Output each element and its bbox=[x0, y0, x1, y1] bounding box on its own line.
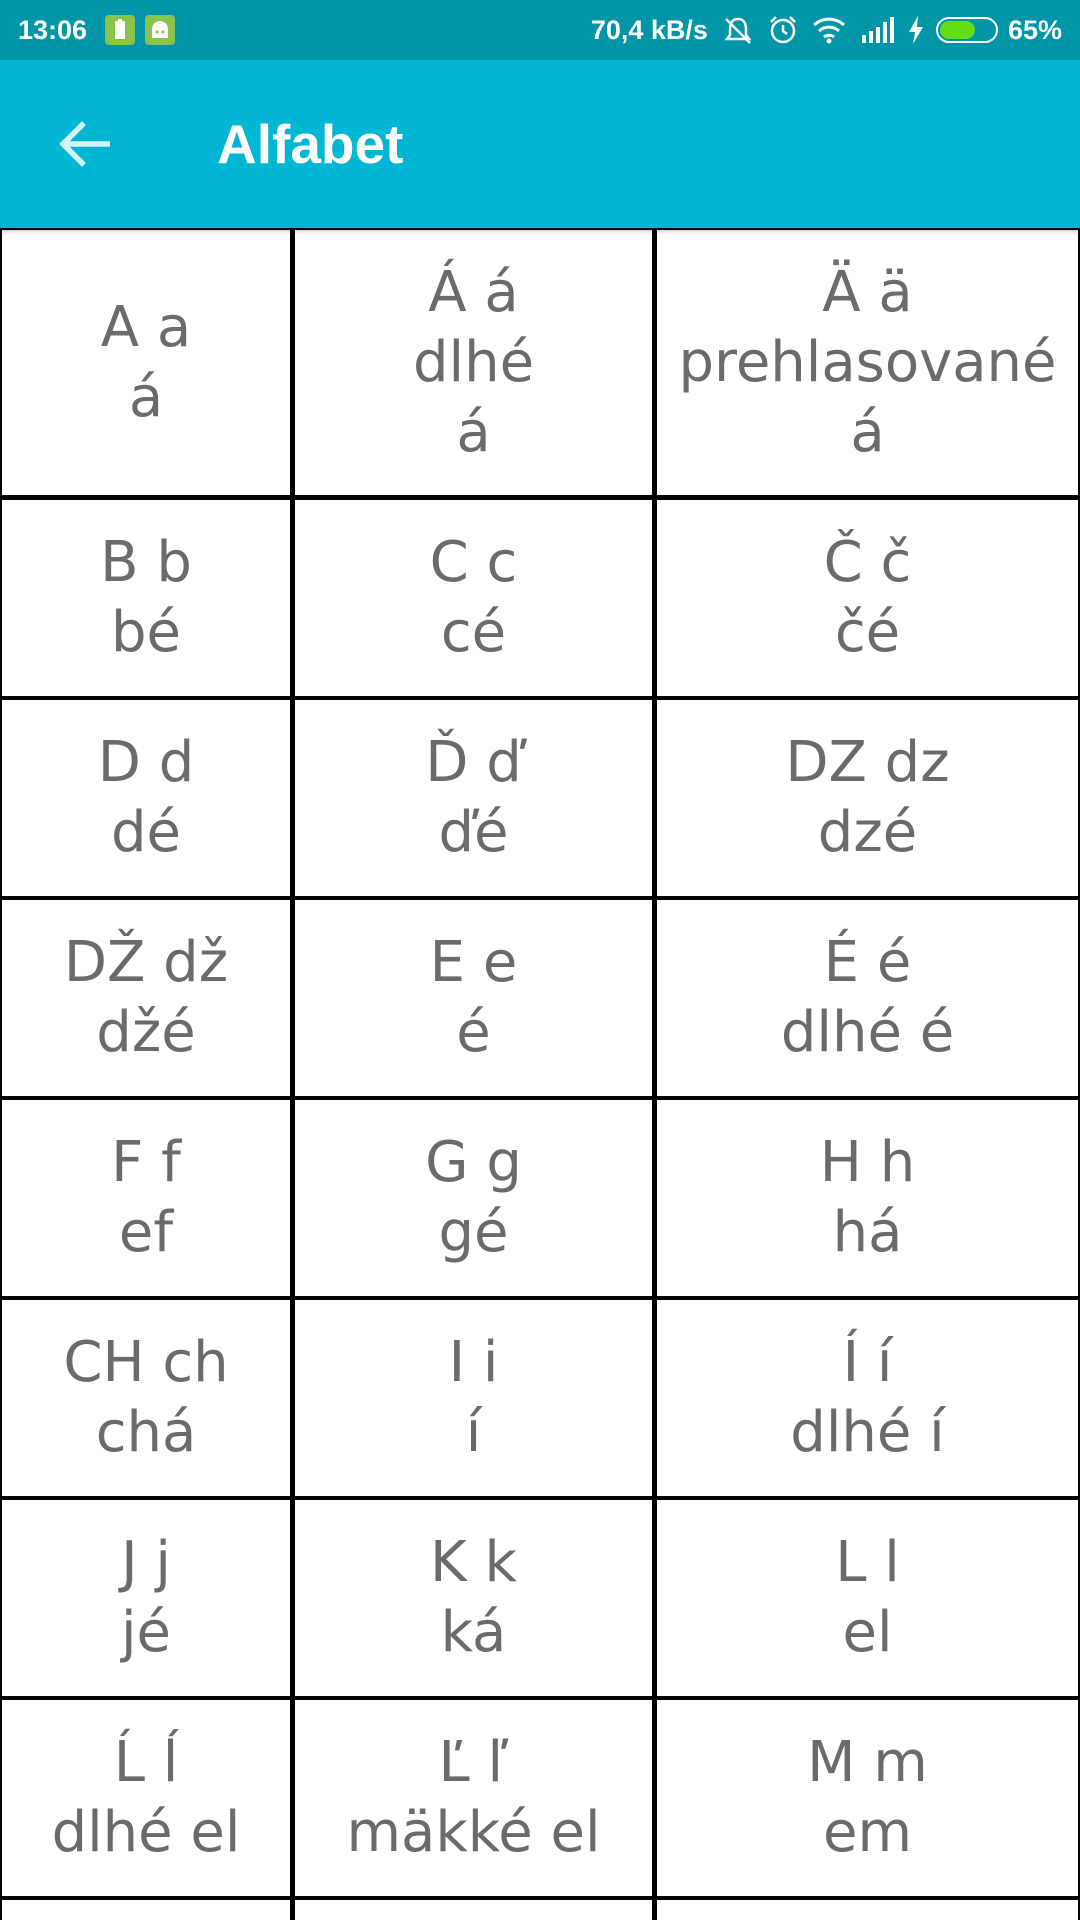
grid-row bbox=[0, 1900, 1080, 1920]
letter-cell[interactable] bbox=[2, 700, 290, 896]
arrow-left-icon bbox=[58, 121, 110, 167]
letter-name: ďé bbox=[438, 800, 509, 865]
letter-name: džé bbox=[96, 1000, 196, 1065]
letter-name: jé bbox=[120, 1600, 171, 1665]
grid-row bbox=[0, 700, 1080, 896]
grid-row bbox=[0, 1300, 1080, 1496]
letter-name: dlhé el bbox=[51, 1800, 241, 1865]
letter-name: em bbox=[822, 1800, 912, 1865]
letter-cell[interactable] bbox=[657, 1300, 1078, 1496]
letter-cell[interactable] bbox=[2, 230, 290, 495]
letter-name: á bbox=[128, 364, 164, 430]
letter-cell[interactable] bbox=[657, 1500, 1078, 1696]
letter-glyphs: Í í bbox=[842, 1330, 893, 1395]
letter-cell[interactable] bbox=[2, 1100, 290, 1296]
page-title: Alfabet bbox=[217, 113, 404, 175]
wifi-icon bbox=[812, 16, 846, 44]
grid-row bbox=[0, 230, 1080, 495]
letter-glyphs: Č č bbox=[823, 530, 912, 595]
back-button[interactable] bbox=[24, 84, 144, 204]
letter-name: í bbox=[465, 1400, 482, 1465]
letter-name: čé bbox=[834, 600, 901, 665]
letter-name: prehlasované bbox=[678, 329, 1057, 395]
letter-glyphs: E e bbox=[429, 930, 518, 995]
letter-glyphs: G g bbox=[425, 1130, 522, 1195]
battery-icon bbox=[936, 17, 998, 43]
letter-cell[interactable] bbox=[295, 700, 652, 896]
letter-name: el bbox=[842, 1600, 893, 1665]
app-bar bbox=[0, 60, 1080, 228]
letter-cell[interactable] bbox=[295, 1700, 652, 1896]
letter-glyphs: K k bbox=[430, 1530, 517, 1595]
charging-icon bbox=[908, 16, 924, 44]
letter-cell[interactable] bbox=[295, 1500, 652, 1696]
letter-glyphs: H h bbox=[819, 1130, 916, 1195]
letter-cell[interactable] bbox=[657, 230, 1078, 495]
letter-cell[interactable] bbox=[295, 500, 652, 696]
grid-row bbox=[0, 1100, 1080, 1296]
letter-name: dlhé í bbox=[790, 1400, 945, 1465]
letter-glyphs: Á á bbox=[428, 259, 519, 325]
letter-name: há bbox=[832, 1200, 903, 1265]
alphabet-grid bbox=[0, 228, 1080, 1920]
letter-name: cé bbox=[440, 600, 507, 665]
letter-glyphs: Ľ ľ bbox=[438, 1730, 509, 1795]
letter-cell[interactable] bbox=[657, 1100, 1078, 1296]
muted-bell-icon bbox=[722, 15, 754, 45]
letter-name: bé bbox=[111, 600, 181, 665]
letter-glyphs: Ď ď bbox=[425, 730, 522, 795]
grid-row bbox=[0, 900, 1080, 1096]
letter-cell[interactable] bbox=[295, 900, 652, 1096]
battery-percent: 65% bbox=[1007, 14, 1062, 45]
letter-cell[interactable] bbox=[2, 1900, 290, 1920]
letter-name: dlhé é bbox=[780, 1000, 955, 1065]
letter-name: dzé bbox=[817, 800, 918, 865]
letter-glyphs: É é bbox=[823, 930, 912, 995]
letter-cell[interactable] bbox=[2, 500, 290, 696]
letter-name: mäkké el bbox=[346, 1800, 601, 1865]
letter-cell[interactable] bbox=[2, 900, 290, 1096]
letter-glyphs: B b bbox=[100, 530, 192, 595]
letter-glyphs: I i bbox=[448, 1330, 499, 1395]
letter-glyphs: M m bbox=[807, 1730, 928, 1795]
android-notification-icon bbox=[145, 15, 175, 45]
letter-cell[interactable] bbox=[657, 500, 1078, 696]
letter-cell[interactable] bbox=[295, 1900, 652, 1920]
letter-cell[interactable] bbox=[2, 1500, 290, 1696]
letter-name: dlhé bbox=[412, 329, 535, 395]
letter-glyphs: DŽ dž bbox=[63, 930, 229, 995]
letter-cell[interactable] bbox=[2, 1300, 290, 1496]
letter-name: é bbox=[456, 1000, 491, 1065]
letter-glyphs: F f bbox=[111, 1130, 181, 1195]
letter-glyphs: J j bbox=[121, 1530, 171, 1595]
letter-glyphs: Ä ä bbox=[822, 259, 913, 325]
letter-cell[interactable] bbox=[657, 700, 1078, 896]
battery-saver-notification-icon bbox=[105, 15, 135, 45]
letter-name: ef bbox=[118, 1200, 174, 1265]
letter-name: á bbox=[850, 399, 885, 465]
letter-cell[interactable] bbox=[295, 1100, 652, 1296]
letter-cell[interactable] bbox=[657, 900, 1078, 1096]
grid-row bbox=[0, 1500, 1080, 1696]
status-time: 13:06 bbox=[18, 14, 88, 45]
status-bar bbox=[0, 0, 1080, 60]
letter-cell[interactable] bbox=[2, 1700, 290, 1896]
letter-cell[interactable] bbox=[295, 230, 652, 495]
letter-cell[interactable] bbox=[657, 1900, 1078, 1920]
letter-name: gé bbox=[438, 1200, 509, 1265]
letter-name: dé bbox=[111, 800, 181, 865]
letter-glyphs: A a bbox=[100, 294, 192, 360]
letter-name: chá bbox=[95, 1400, 197, 1465]
letter-glyphs: CH ch bbox=[63, 1330, 229, 1395]
letter-cell[interactable] bbox=[295, 1300, 652, 1496]
letter-glyphs: DZ dz bbox=[785, 730, 950, 795]
letter-glyphs: D d bbox=[97, 730, 195, 795]
battery-indicator bbox=[936, 15, 1062, 46]
network-speed: 70,4 kB/s bbox=[590, 14, 708, 45]
alarm-icon bbox=[768, 15, 798, 45]
letter-cell[interactable] bbox=[657, 1700, 1078, 1896]
grid-row bbox=[0, 1700, 1080, 1896]
letter-name: á bbox=[456, 399, 491, 465]
letter-glyphs: Ĺ ĺ bbox=[113, 1730, 179, 1795]
grid-row bbox=[0, 500, 1080, 696]
letter-glyphs: C c bbox=[429, 530, 518, 595]
signal-icon bbox=[860, 17, 894, 43]
letter-glyphs: L l bbox=[835, 1530, 900, 1595]
letter-name: ká bbox=[440, 1600, 507, 1665]
